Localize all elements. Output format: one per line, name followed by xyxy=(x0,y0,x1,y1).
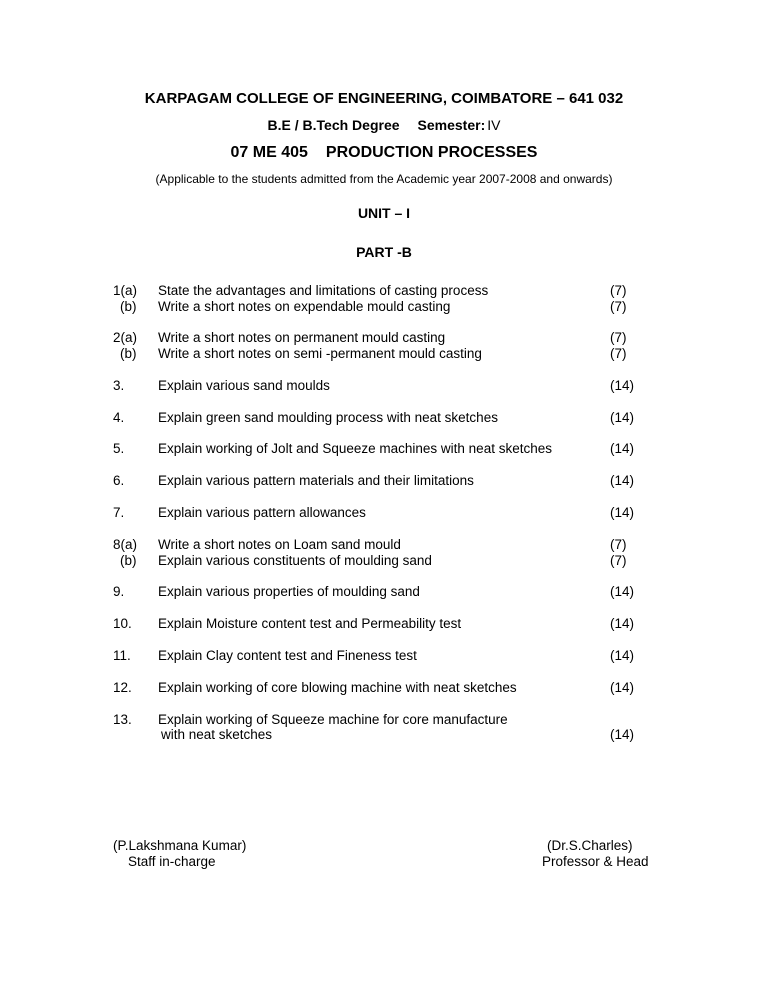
question-text: Explain working of Jolt and Squeeze machines with neat sketches xyxy=(158,441,552,456)
question-row xyxy=(0,553,768,569)
question-marks: (14) xyxy=(610,378,635,393)
question-row xyxy=(0,410,768,426)
semester-value: IV xyxy=(487,117,501,133)
question-marks: (7) xyxy=(610,330,627,345)
question-number: 10. xyxy=(113,616,132,631)
question-text: Explain Moisture content test and Permeability test xyxy=(158,616,462,631)
question-text: Write a short notes on expendable mould casting xyxy=(158,299,451,314)
question-text: Explain Clay content test and Fineness test xyxy=(158,648,417,663)
question-row xyxy=(0,680,768,696)
question-text: Write a short notes on semi -permanent mould casting xyxy=(158,346,482,361)
question-text-continued: with neat sketches xyxy=(161,727,273,742)
question-text: Explain various properties of moulding sand xyxy=(158,584,420,599)
question-row xyxy=(0,712,768,728)
question-number: 6. xyxy=(113,473,125,488)
question-text: Write a short notes on permanent mould casting xyxy=(158,330,446,345)
staff-role: Staff in-charge xyxy=(128,854,216,869)
question-row xyxy=(0,346,768,362)
question-text: Explain various pattern allowances xyxy=(158,505,366,520)
hod-name: (Dr.S.Charles) xyxy=(547,838,633,853)
question-number: (b) xyxy=(120,553,137,568)
question-number: 4. xyxy=(113,410,125,425)
question-number: 3. xyxy=(113,378,125,393)
question-marks: (7) xyxy=(610,283,627,298)
question-number: 1(a) xyxy=(113,283,138,298)
question-marks: (14) xyxy=(610,648,635,663)
question-number: 5. xyxy=(113,441,125,456)
course-code: 07 ME 405 xyxy=(230,144,308,161)
question-marks: (14) xyxy=(610,410,635,425)
question-number: 11. xyxy=(113,648,131,663)
question-text: State the advantages and limitations of casting process xyxy=(158,283,489,298)
applicability-note: (Applicable to the students admitted from the Academic year 2007-2008 and onwards) xyxy=(155,172,613,186)
course-line xyxy=(0,144,768,162)
question-number: 2(a) xyxy=(113,330,138,345)
question-marks: (7) xyxy=(610,346,627,361)
college-title: KARPAGAM COLLEGE OF ENGINEERING, COIMBATORE – 641 032 xyxy=(144,90,624,107)
question-marks: (14) xyxy=(610,441,635,456)
staff-name: (P.Lakshmana Kumar) xyxy=(113,838,247,853)
question-number: 7. xyxy=(113,505,125,520)
question-text: Explain various sand moulds xyxy=(158,378,330,393)
question-marks: (14) xyxy=(610,505,635,520)
question-marks: (14) xyxy=(610,680,635,695)
question-number: (b) xyxy=(120,346,137,361)
question-number: 8(a) xyxy=(113,537,138,552)
degree-line xyxy=(0,117,768,133)
question-row xyxy=(0,299,768,315)
question-marks: (14) xyxy=(610,473,635,488)
question-marks: (14) xyxy=(610,727,635,742)
question-row xyxy=(0,648,768,664)
question-text: Explain various constituents of moulding sand xyxy=(158,553,432,568)
question-text: Explain working of Squeeze machine for core manufacture xyxy=(158,712,508,727)
hod-role: Professor & Head xyxy=(542,854,649,869)
question-text: Write a short notes on Loam sand mould xyxy=(158,537,401,552)
question-marks: (14) xyxy=(610,584,635,599)
question-row xyxy=(0,616,768,632)
degree: B.E / B.Tech Degree xyxy=(267,117,400,133)
question-number: (b) xyxy=(120,299,137,314)
question-row xyxy=(0,330,768,346)
question-number: 13. xyxy=(113,712,132,727)
question-marks: (7) xyxy=(610,553,627,568)
question-text: Explain green sand moulding process with neat sketches xyxy=(158,410,498,425)
question-text: Explain working of core blowing machine with neat sketches xyxy=(158,680,517,695)
question-row xyxy=(0,473,768,489)
question-text: Explain various pattern materials and their limitations xyxy=(158,473,474,488)
question-row xyxy=(0,378,768,394)
question-row xyxy=(0,283,768,299)
question-marks: (7) xyxy=(610,299,627,314)
question-row xyxy=(0,441,768,457)
unit-heading: UNIT – I xyxy=(357,205,411,221)
part-heading: PART -B xyxy=(356,244,412,260)
question-row xyxy=(0,537,768,553)
question-marks: (7) xyxy=(610,537,627,552)
question-marks: (14) xyxy=(610,616,635,631)
question-row xyxy=(0,584,768,600)
question-row-continued xyxy=(0,727,768,743)
semester-label: Semester: xyxy=(417,117,486,133)
question-number: 12. xyxy=(113,680,132,695)
course-title: PRODUCTION PROCESSES xyxy=(325,144,538,161)
question-number: 9. xyxy=(113,584,125,599)
question-row xyxy=(0,505,768,521)
